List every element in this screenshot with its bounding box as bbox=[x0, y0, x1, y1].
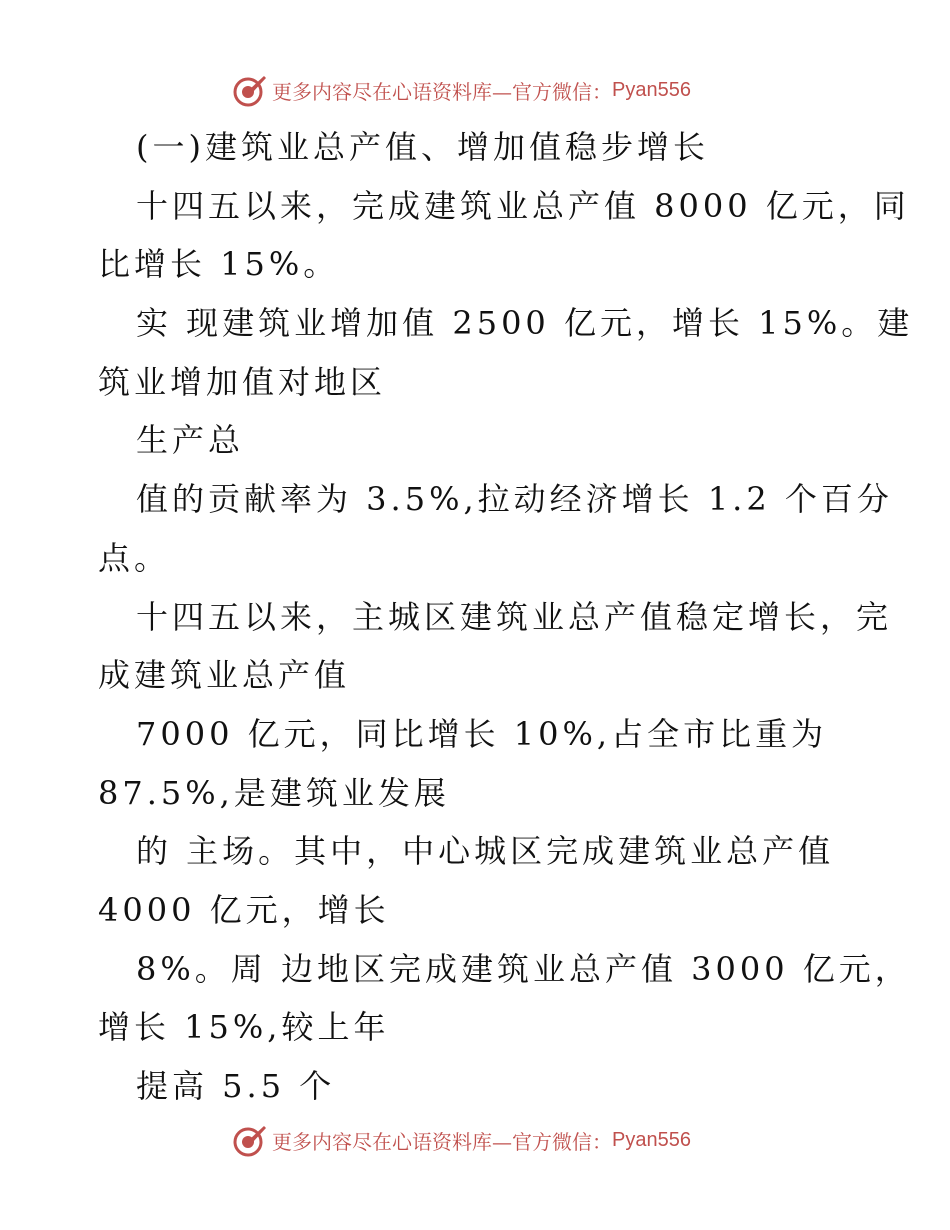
watermark-text: 更多内容尽在心语资料库—官方微信： bbox=[272, 1129, 612, 1154]
text-line: 4000 亿元，增长 bbox=[98, 890, 390, 929]
text-line: 7000 亿元，同比增长 10%,占全市比重为 bbox=[136, 714, 828, 753]
text-line: 的 主场。其中，中心城区完成建筑业总产值 bbox=[136, 832, 835, 871]
section-heading: (一)建筑业总产值、增加值稳步增长 bbox=[136, 128, 709, 166]
text-line: 十四五以来，完成建筑业总产值 8000 亿元，同 bbox=[136, 186, 910, 225]
document-body bbox=[98, 118, 914, 1116]
text-line: 成建筑业总产值 bbox=[98, 656, 351, 695]
text-line: 提高 5.5 个 bbox=[136, 1067, 336, 1105]
watermark-banner-bottom bbox=[232, 1120, 752, 1160]
text-line: 生产总 bbox=[136, 421, 245, 460]
watermark-banner-top bbox=[232, 70, 752, 110]
watermark-wechat-id: Pyan556 bbox=[612, 78, 691, 101]
text-line: 点。 bbox=[98, 538, 171, 577]
text-line: 实 现建筑业增加值 2500 亿元，增长 15%。建 bbox=[136, 304, 914, 343]
pen-logo-icon bbox=[232, 72, 268, 108]
text-line: 增长 15%,较上年 bbox=[98, 1008, 390, 1047]
text-line: 值的贡献率为 3.5%,拉动经济增长 1.2 个百分 bbox=[136, 480, 893, 519]
watermark-wechat-id: Pyan556 bbox=[612, 1128, 691, 1151]
text-line: 筑业增加值对地区 bbox=[98, 362, 387, 401]
text-line: 87.5%,是建筑业发展 bbox=[98, 773, 450, 812]
text-line: 十四五以来，主城区建筑业总产值稳定增长，完 bbox=[136, 597, 893, 636]
text-line: 比增长 15%。 bbox=[98, 245, 340, 284]
text-line: 8%。周 边地区完成建筑业总产值 3000 亿元， bbox=[136, 949, 911, 988]
watermark-text: 更多内容尽在心语资料库—官方微信： bbox=[272, 79, 612, 104]
pen-logo-icon bbox=[232, 1122, 268, 1158]
